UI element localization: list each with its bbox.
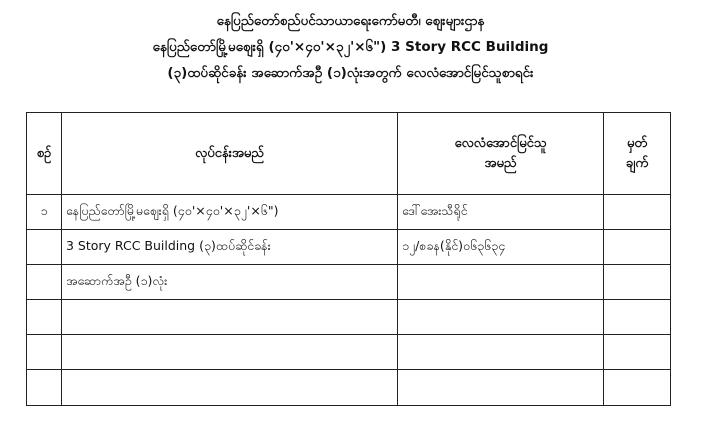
cell-winner-name [398, 370, 604, 406]
cell-serial-no [27, 300, 62, 335]
cell-remarks [604, 300, 671, 335]
cell-serial-no: ၁ [27, 195, 62, 230]
cell-winner-name: ၁၂/စခန(နိုင်)၀၆၃၆၃၄ [398, 230, 604, 265]
cell-work-name: 3 Story RCC Building (၃)ထပ်ဆိုင်ခန်း [62, 230, 398, 265]
cell-remarks [604, 265, 671, 300]
cell-work-name: အဆောက်အဦ (၁)လုံး [62, 265, 398, 300]
cell-work-name [62, 300, 398, 335]
table-row [27, 300, 671, 335]
header-line-1: နေပြည်တော်စည်ပင်သာယာရေးကော်မတီ၊ ဈေးများဌာန [216, 13, 485, 29]
cell-winner-name [398, 300, 604, 335]
cell-serial-no [27, 370, 62, 406]
cell-winner-name: ဒေါ်အေးသီရိုင် [398, 195, 604, 230]
column-header-work-name: လုပ်ငန်းအမည် [62, 113, 398, 195]
table-row [27, 265, 671, 300]
column-header-winner-name [398, 113, 604, 195]
cell-work-name [62, 370, 398, 406]
table-row [27, 370, 671, 406]
header-line-2: နေပြည်တော်မြို့မဈေးရှိ (၄၀'×၄၀'×၃၂'×၆") 3 Story RCC Building [152, 39, 549, 55]
cell-remarks [604, 195, 671, 230]
cell-winner-name [398, 335, 604, 370]
table-row [27, 335, 671, 370]
column-header-remarks [604, 113, 671, 195]
header-line-3: (၃)ထပ်ဆိုင်ခန်း အဆောက်အဦ (၁)လုံးအတွက် လေလံအောင်မြင်သူစာရင်း [167, 65, 534, 81]
column-header-remarks-line1: မှတ် [626, 135, 648, 151]
cell-serial-no [27, 230, 62, 265]
cell-remarks [604, 335, 671, 370]
cell-serial-no [27, 265, 62, 300]
cell-winner-name [398, 265, 604, 300]
column-header-winner-name-line2: အမည် [484, 155, 517, 171]
cell-serial-no [27, 335, 62, 370]
cell-remarks [604, 230, 671, 265]
column-header-remarks-line2: ချက် [625, 155, 649, 171]
auction-winner-table [26, 112, 671, 406]
column-header-winner-name-line1: လေလံအောင်မြင်သူ [454, 135, 547, 151]
column-header-serial-no: စဉ် [27, 113, 62, 195]
table-header-row [27, 113, 671, 195]
cell-remarks [604, 370, 671, 406]
table-row [27, 230, 671, 265]
cell-work-name: နေပြည်တော်မြို့မဈေးရှိ (၄၀'×၄၀'×၃၂'×၆") [62, 195, 398, 230]
cell-work-name [62, 335, 398, 370]
table-row [27, 195, 671, 230]
